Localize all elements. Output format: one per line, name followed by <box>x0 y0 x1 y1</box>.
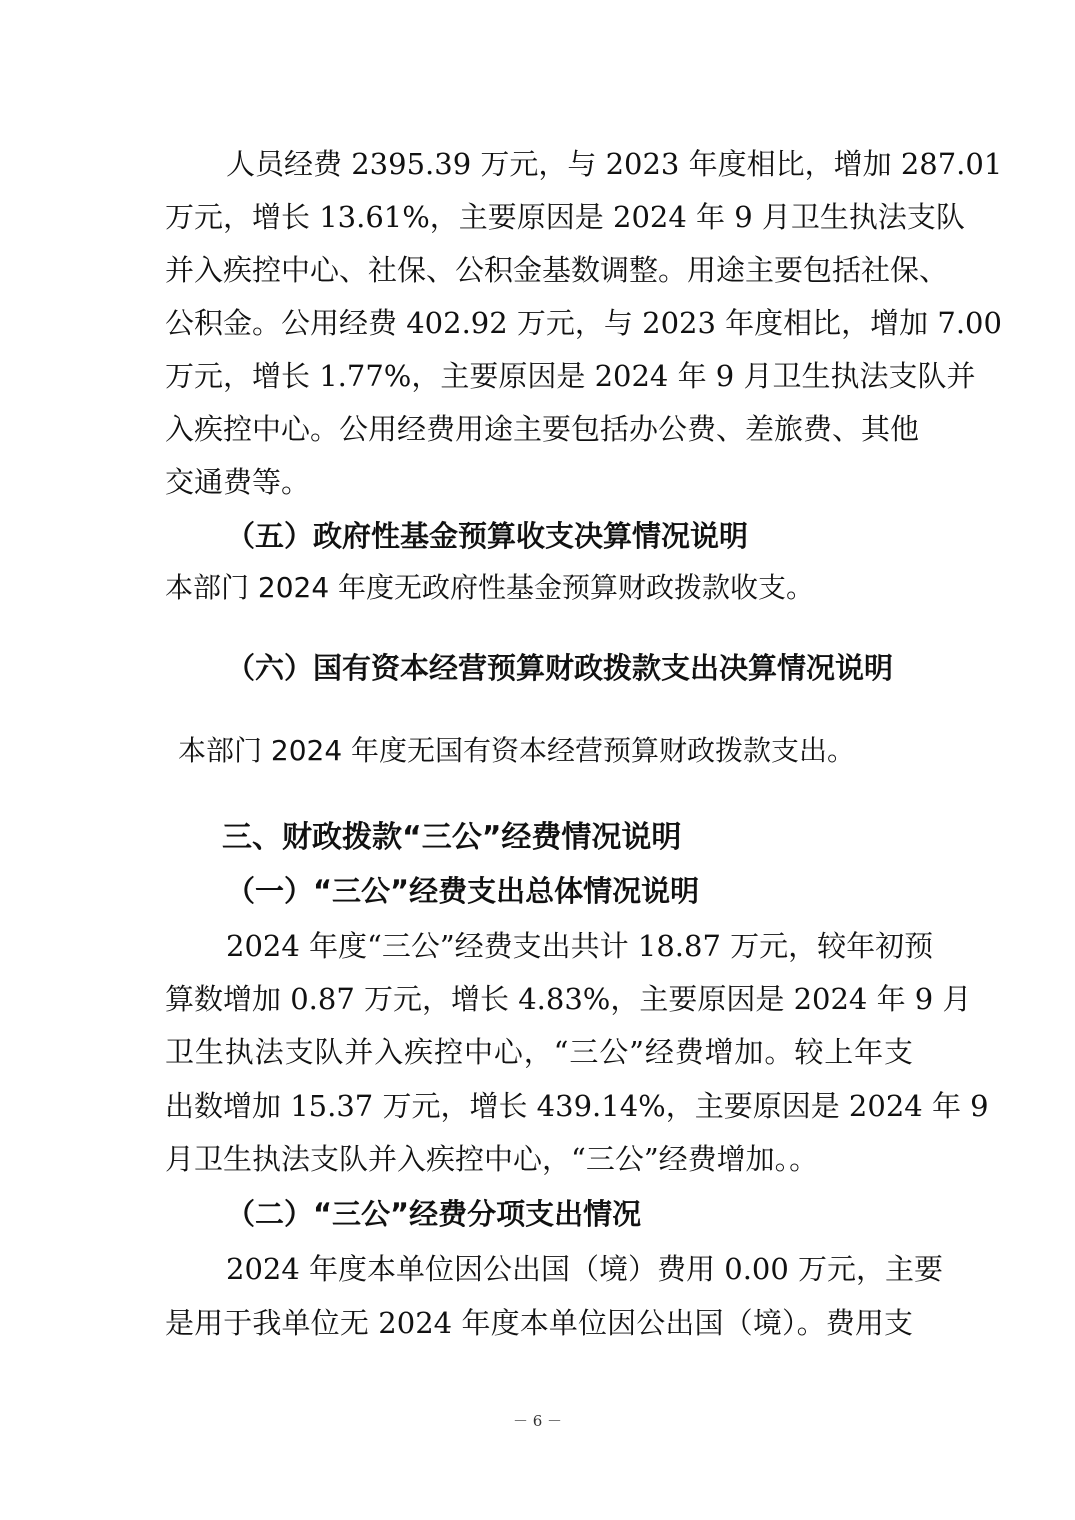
paragraph-no-government-fund: 本部门 2024 年度无政府性基金预算财政拨款收支。 <box>165 571 815 604</box>
paragraph-line: 交通费等。 <box>165 465 311 499</box>
paragraph-line: 是用于我单位无 2024 年度本单位因公出国（境）。费用支 <box>165 1306 913 1340</box>
paragraph-line: 人员经费 2395.39 万元，与 2023 年度相比，增加 287.01 <box>226 147 1003 181</box>
paragraph-line: 万元，增长 1.77%，主要原因是 2024 年 9 月卫生执法支队并 <box>165 359 976 393</box>
page-number: － 6 － <box>512 1412 563 1430</box>
paragraph-line: 出数增加 15.37 万元，增长 439.14%，主要原因是 2024 年 9 <box>165 1089 989 1123</box>
paragraph-line: 月卫生执法支队并入疾控中心，“三公”经费增加。。 <box>165 1142 819 1176</box>
paragraph-line: 2024 年度本单位因公出国（境）费用 0.00 万元，主要 <box>226 1252 944 1286</box>
paragraph-line: 公积金。公用经费 402.92 万元，与 2023 年度相比，增加 7.00 <box>165 306 1002 340</box>
subsection-heading-1: （一）“三公”经费支出总体情况说明 <box>226 874 700 908</box>
paragraph-line: 卫生执法支队并入疾控中心，“三公”经费增加。较上年支 <box>165 1035 913 1069</box>
section-heading-5: （五）政府性基金预算收支决算情况说明 <box>226 519 749 553</box>
section-three-title: 三、财政拨款“三公”经费情况说明 <box>222 820 682 855</box>
subsection-heading-2: （二）“三公”经费分项支出情况 <box>226 1197 642 1231</box>
paragraph-line: 2024 年度“三公”经费支出共计 18.87 万元，较年初预 <box>226 929 934 963</box>
section-heading-6: （六）国有资本经营预算财政拨款支出决算情况说明 <box>226 651 894 685</box>
paragraph-line: 算数增加 0.87 万元，增长 4.83%，主要原因是 2024 年 9 月 <box>165 982 972 1016</box>
paragraph-line: 并入疾控中心、社保、公积金基数调整。用途主要包括社保、 <box>165 253 949 287</box>
paragraph-line: 入疾控中心。公用经费用途主要包括办公费、差旅费、其他 <box>165 412 920 446</box>
paragraph-line: 万元，增长 13.61%，主要原因是 2024 年 9 月卫生执法支队 <box>165 200 965 234</box>
paragraph-no-state-capital: 本部门 2024 年度无国有资本经营预算财政拨款支出。 <box>178 734 856 767</box>
